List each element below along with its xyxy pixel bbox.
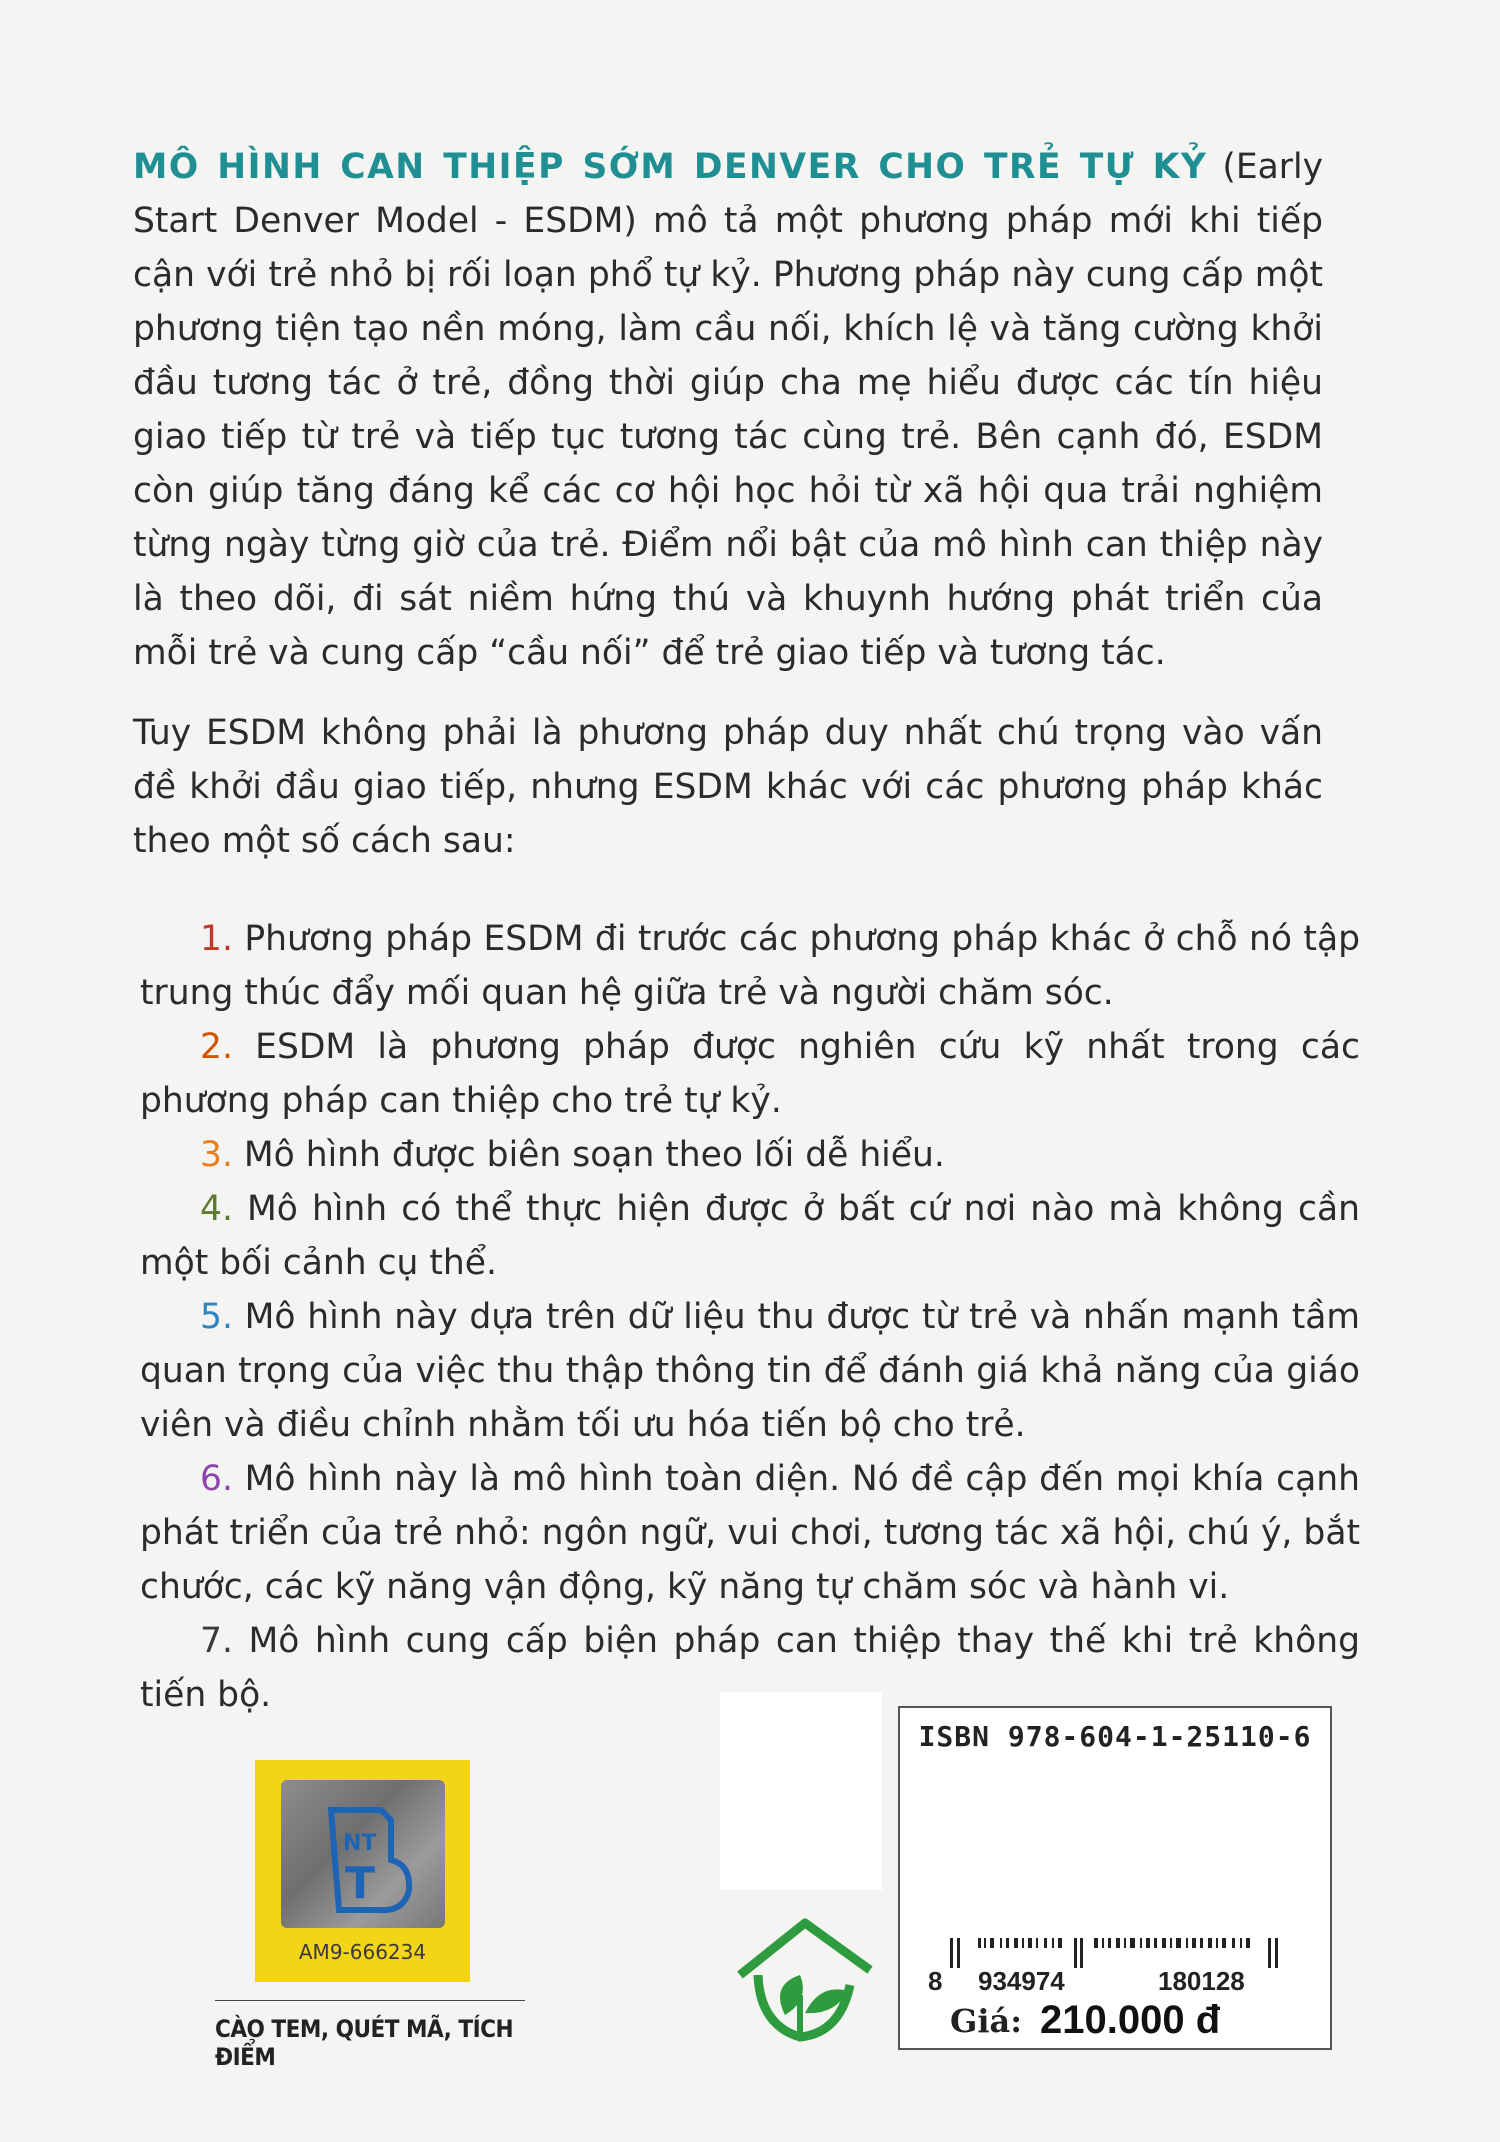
- list-item: [140, 1290, 1360, 1452]
- isbn-price-box: [898, 1706, 1332, 2050]
- scratch-sticker[interactable]: [255, 1760, 470, 1982]
- list-item: [140, 1452, 1360, 1614]
- list-number: 3.: [200, 1135, 233, 1175]
- list-item: [140, 912, 1360, 1020]
- second-paragraph: Tuy ESDM không phải là phương pháp duy nhất chú trọng vào vấn đề khởi đầu giao tiếp, nhưng ESDM khác với các phương pháp khác theo một số cách sau:: [133, 713, 1323, 861]
- list-number: 7.: [200, 1621, 233, 1661]
- list-text: Mô hình này dựa trên dữ liệu thu được từ trẻ và nhấn mạnh tầm quan trọng của việc thu thập thông tin để đánh giá khả năng của giáo viên và điều chỉnh nhằm tối ưu hóa tiến bộ cho trẻ.: [140, 1297, 1360, 1445]
- publisher-logo-icon: [730, 1915, 880, 2045]
- list-text: Phương pháp ESDM đi trước các phương pháp khác ở chỗ nó tập trung thúc đẩy mối quan hệ giữa trẻ và người chăm sóc.: [140, 919, 1360, 1013]
- isbn-number: ISBN 978-604-1-25110-6: [918, 1720, 1312, 1753]
- list-number: 4.: [200, 1189, 233, 1229]
- list-number: 5.: [200, 1297, 233, 1337]
- list-text: Mô hình này là mô hình toàn diện. Nó đề cập đến mọi khía cạnh phát triển của trẻ nhỏ: ngôn ngữ, vui chơi, tương tác xã hội, chú ý, bắt chước, các kỹ năng vận động, kỹ năng tự chăm sóc và hành vi.: [140, 1459, 1360, 1607]
- list-number: 1.: [200, 919, 233, 959]
- list-text: Mô hình có thể thực hiện được ở bất cứ nơi nào mà không cần một bối cảnh cụ thể.: [140, 1189, 1360, 1283]
- svg-text:NT: NT: [343, 1831, 377, 1856]
- intro-body: (Early Start Denver Model - ESDM) mô tả một phương pháp mới khi tiếp cận với trẻ nhỏ bị rối loạn phổ tự kỷ. Phương pháp này cung cấp một phương tiện tạo nền móng, làm cầu nối, khích lệ và tăng cường khởi đầu tương tác ở trẻ, đồng thời giúp cha mẹ hiểu được các tín hiệu giao tiếp từ trẻ và tiếp tục tương tác cùng trẻ. Bên cạnh đó, ESDM còn giúp tăng đáng kể các cơ hội học hỏi từ xã hội qua trải nghiệm từng ngày từng giờ của trẻ. Điểm nổi bật của mô hình can thiệp này là theo dõi, đi sát niềm hứng thú và khuynh hướng phát triển của mỗi trẻ và cung cấp “cầu nối” để trẻ giao tiếp và tương tác.: [133, 147, 1323, 673]
- barcode-left-digits: 934974: [978, 1966, 1065, 1996]
- blank-label: [720, 1692, 882, 1890]
- sticker-code: AM9-666234: [298, 1940, 427, 1964]
- hologram-logo-icon: [281, 1780, 445, 1928]
- list-item: [140, 1128, 1360, 1182]
- list-item: [140, 1182, 1360, 1290]
- svg-text:T: T: [345, 1858, 376, 1909]
- list-text: Mô hình được biên soạn theo lối dễ hiểu.: [232, 1135, 945, 1175]
- price-value: 210.000 đ: [1040, 1998, 1221, 2042]
- barcode-right-digits: 180128: [1158, 1966, 1245, 1996]
- book-title-caps: MÔ HÌNH CAN THIỆP SỚM DENVER CHO TRẺ TỰ KỶ: [133, 147, 1208, 187]
- barcode-icon: [922, 1938, 1312, 1968]
- list-number: 6.: [200, 1459, 233, 1499]
- price-label: Giá:: [950, 2002, 1023, 2040]
- list-text: ESDM là phương pháp được nghiên cứu kỹ nhất trong các phương pháp can thiệp cho trẻ tự kỷ.: [140, 1027, 1360, 1121]
- intro-paragraph: [133, 140, 1323, 680]
- list-number: 2.: [200, 1027, 233, 1067]
- list-text: Mô hình cung cấp biện pháp can thiệp thay thế khi trẻ không tiến bộ.: [140, 1621, 1360, 1715]
- sticker-caption: CÀO TEM, QUÉT MÃ, TÍCH ĐIỂM: [215, 2015, 514, 2071]
- barcode-lead-digit: 8: [928, 1966, 943, 1996]
- divider: [215, 2000, 525, 2001]
- feature-list: [140, 912, 1360, 1722]
- list-item: [140, 1020, 1360, 1128]
